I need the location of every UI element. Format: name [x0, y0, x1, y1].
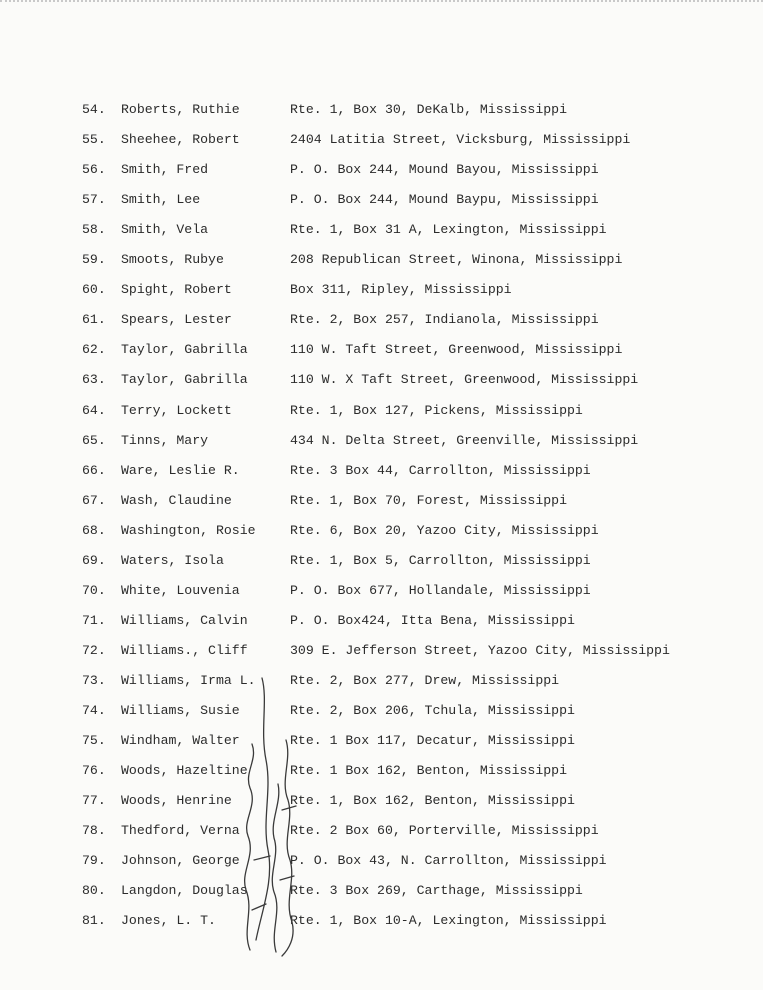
- entry-number: 75.: [82, 733, 106, 749]
- roster-row: [0, 369, 763, 391]
- entry-address: 208 Republican Street, Winona, Mississippi: [290, 252, 623, 268]
- entry-number: 74.: [82, 703, 106, 718]
- entry-name: Wash, Claudine: [121, 492, 232, 508]
- entry-number: 66.: [82, 462, 106, 478]
- entry-address: 434 N. Delta Street, Greenville, Mississippi: [290, 432, 639, 448]
- entry-address: P. O. Box 43, N. Carrollton, Mississippi: [290, 853, 607, 869]
- entry-address: Rte. 1 Box 117, Decatur, Mississippi: [290, 733, 575, 749]
- entry-name: Johnson, George: [121, 853, 240, 869]
- roster-row: [0, 670, 763, 692]
- entry-address: P. O. Box 677, Hollandale, Mississippi: [290, 582, 591, 598]
- roster-row: [0, 400, 763, 422]
- entry-number: 63.: [82, 372, 106, 388]
- entry-number: 57.: [82, 192, 106, 208]
- entry-name: Williams., Cliff: [121, 642, 248, 658]
- entry-name: Williams, Irma L.: [121, 672, 256, 688]
- roster-row: [0, 249, 763, 271]
- roster-row: [0, 700, 763, 722]
- entry-name: Langdon, Douglas: [121, 883, 248, 899]
- entry-name: Taylor, Gabrilla: [121, 372, 248, 388]
- entry-name: Taylor, Gabrilla: [121, 342, 248, 358]
- entry-number: 59.: [82, 252, 106, 268]
- entry-number: 79.: [82, 853, 106, 869]
- entry-address: Rte. 1, Box 5, Carrollton, Mississippi: [290, 552, 591, 568]
- entry-name: Waters, Isola: [121, 552, 224, 568]
- roster-row: [0, 550, 763, 572]
- entry-name: Smith, Lee: [121, 192, 201, 208]
- roster-row: [0, 490, 763, 512]
- entry-number: 58.: [82, 222, 106, 238]
- entry-number: 76.: [82, 763, 106, 779]
- roster-row: [0, 99, 763, 121]
- entry-name: White, Louvenia: [121, 582, 240, 598]
- roster-row: [0, 880, 763, 902]
- entry-name: Williams, Calvin: [121, 612, 248, 628]
- roster-row: [0, 520, 763, 542]
- roster-row: [0, 219, 763, 241]
- entry-address: Rte. 1, Box 30, DeKalb, Mississippi: [290, 102, 567, 117]
- entry-name: Spight, Robert: [121, 282, 232, 298]
- entry-address: 309 E. Jefferson Street, Yazoo City, Mississippi: [290, 642, 670, 658]
- entry-name: Smoots, Rubye: [121, 252, 224, 268]
- roster-row: [0, 730, 763, 752]
- roster-row: [0, 460, 763, 482]
- roster-row: [0, 760, 763, 782]
- entry-name: Jones, L. T.: [121, 913, 216, 929]
- entry-name: Woods, Hazeltine: [121, 763, 248, 779]
- entry-address: Rte. 1, Box 10-A, Lexington, Mississippi: [290, 913, 607, 929]
- roster-row: [0, 430, 763, 452]
- entry-address: P. O. Box 244, Mound Baypu, Mississippi: [290, 192, 599, 208]
- entry-number: 78.: [82, 823, 106, 839]
- entry-number: 68.: [82, 522, 106, 538]
- entry-number: 67.: [82, 492, 106, 508]
- entry-address: Rte. 2 Box 60, Porterville, Mississippi: [290, 823, 599, 839]
- roster-row: [0, 790, 763, 812]
- entry-address: 110 W. X Taft Street, Greenwood, Mississippi: [290, 372, 639, 388]
- roster-row: [0, 850, 763, 872]
- entry-number: 69.: [82, 552, 106, 568]
- entry-name: Ware, Leslie R.: [121, 462, 240, 478]
- entry-name: Sheehee, Robert: [121, 132, 240, 148]
- entry-address: Rte. 1, Box 127, Pickens, Mississippi: [290, 402, 583, 418]
- entry-address: Rte. 1, Box 70, Forest, Mississippi: [290, 492, 567, 508]
- entry-address: Rte. 1 Box 162, Benton, Mississippi: [290, 763, 567, 779]
- entry-number: 70.: [82, 582, 106, 598]
- entry-address: Rte. 6, Box 20, Yazoo City, Mississippi: [290, 522, 599, 538]
- entry-address: Rte. 2, Box 257, Indianola, Mississippi: [290, 312, 599, 328]
- entry-address: P. O. Box424, Itta Bena, Mississippi: [290, 612, 575, 628]
- entry-name: Spears, Lester: [121, 312, 232, 328]
- perforated-edge: [0, 0, 763, 6]
- entry-name: Terry, Lockett: [121, 402, 232, 418]
- entry-address: Rte. 1, Box 31 A, Lexington, Mississippi: [290, 222, 607, 238]
- entry-number: 55.: [82, 132, 106, 148]
- entry-address: 2404 Latitia Street, Vicksburg, Mississippi: [290, 132, 631, 148]
- entry-name: Thedford, Verna: [121, 823, 240, 839]
- entry-name: Williams, Susie: [121, 703, 240, 718]
- entry-number: 80.: [82, 883, 106, 899]
- roster-row: [0, 189, 763, 211]
- entry-number: 77.: [82, 793, 106, 809]
- entry-number: 71.: [82, 612, 106, 628]
- entry-name: Washington, Rosie: [121, 522, 256, 538]
- entry-number: 60.: [82, 282, 106, 298]
- entry-address: Box 311, Ripley, Mississippi: [290, 282, 512, 298]
- entry-address: Rte. 3 Box 44, Carrollton, Mississippi: [290, 462, 591, 478]
- entry-name: Tinns, Mary: [121, 432, 209, 448]
- entry-address: P. O. Box 244, Mound Bayou, Mississippi: [290, 162, 599, 178]
- roster-row: [0, 820, 763, 842]
- entry-name: Roberts, Ruthie: [121, 102, 240, 117]
- entry-number: 54.: [82, 102, 106, 117]
- roster-row: [0, 339, 763, 361]
- roster-row: [0, 640, 763, 662]
- entry-number: 65.: [82, 432, 106, 448]
- entry-name: Windham, Walter: [121, 733, 240, 749]
- handwritten-annotation: [232, 660, 312, 960]
- roster-row: [0, 309, 763, 331]
- entry-address: Rte. 3 Box 269, Carthage, Mississippi: [290, 883, 583, 899]
- entry-name: Smith, Fred: [121, 162, 209, 178]
- entry-number: 64.: [82, 402, 106, 418]
- roster-row: [0, 279, 763, 301]
- roster-row: [0, 610, 763, 632]
- roster-row: [0, 159, 763, 181]
- entry-number: 61.: [82, 312, 106, 328]
- entry-name: Smith, Vela: [121, 222, 209, 238]
- entry-number: 73.: [82, 672, 106, 688]
- entry-name: Woods, Henrine: [121, 793, 232, 809]
- entry-number: 81.: [82, 913, 106, 929]
- entry-address: Rte. 2, Box 206, Tchula, Mississippi: [290, 703, 575, 718]
- roster-row: [0, 580, 763, 602]
- roster-row: [0, 129, 763, 151]
- entry-number: 56.: [82, 162, 106, 178]
- entry-number: 72.: [82, 642, 106, 658]
- entry-address: Rte. 2, Box 277, Drew, Mississippi: [290, 672, 560, 688]
- entry-address: 110 W. Taft Street, Greenwood, Mississippi: [290, 342, 623, 358]
- roster-row: [0, 910, 763, 932]
- entry-number: 62.: [82, 342, 106, 358]
- entry-address: Rte. 1, Box 162, Benton, Mississippi: [290, 793, 575, 809]
